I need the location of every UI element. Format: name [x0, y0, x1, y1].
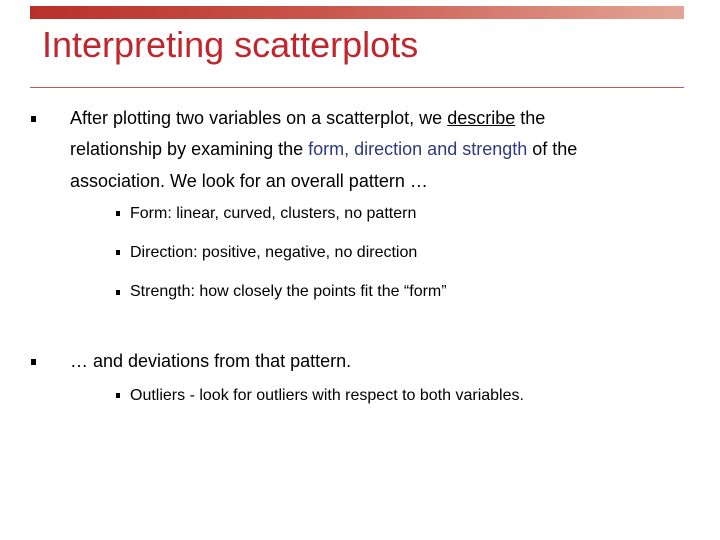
bullet-1-line-1: [70, 109, 545, 127]
bullet-1-highlight: form, direction and strength: [308, 139, 528, 159]
slide-title: Interpreting scatterplots: [42, 24, 419, 65]
header-bar: [30, 6, 684, 19]
sub-bullet-direction: Direction: positive, negative, no direction: [130, 244, 418, 261]
bullet-2-text: … and deviations from that pattern.: [70, 351, 352, 371]
bullet-marker-1: [31, 116, 36, 122]
bullet-1-line-1-before: After plotting two variables on a scatterplot, we: [70, 108, 448, 128]
bullet-1-underlined-word: describe: [447, 108, 516, 128]
sub-bullet-marker-4: [116, 393, 120, 398]
bullet-1-line-2: [70, 140, 577, 158]
bullet-1-line-2-before: relationship by examining the: [70, 139, 309, 159]
sub-bullet-strength: Strength: how closely the points fit the “form”: [130, 283, 447, 300]
bullet-marker-2: [31, 359, 36, 365]
sub-bullet-marker-1: [116, 211, 120, 216]
bullet-1-line-2-after: of the: [527, 139, 578, 159]
sub-bullet-form: Form: linear, curved, clusters, no pattern: [130, 205, 417, 222]
sub-bullet-outliers: Outliers - look for outliers with respect to both variables.: [130, 387, 524, 404]
sub-bullet-marker-2: [116, 250, 120, 255]
bullet-1-line-1-after: the: [515, 108, 546, 128]
sub-bullet-marker-3: [116, 290, 120, 295]
bullet-1-line-3: association. We look for an overall pattern …: [70, 171, 428, 191]
title-underline: [30, 87, 684, 88]
